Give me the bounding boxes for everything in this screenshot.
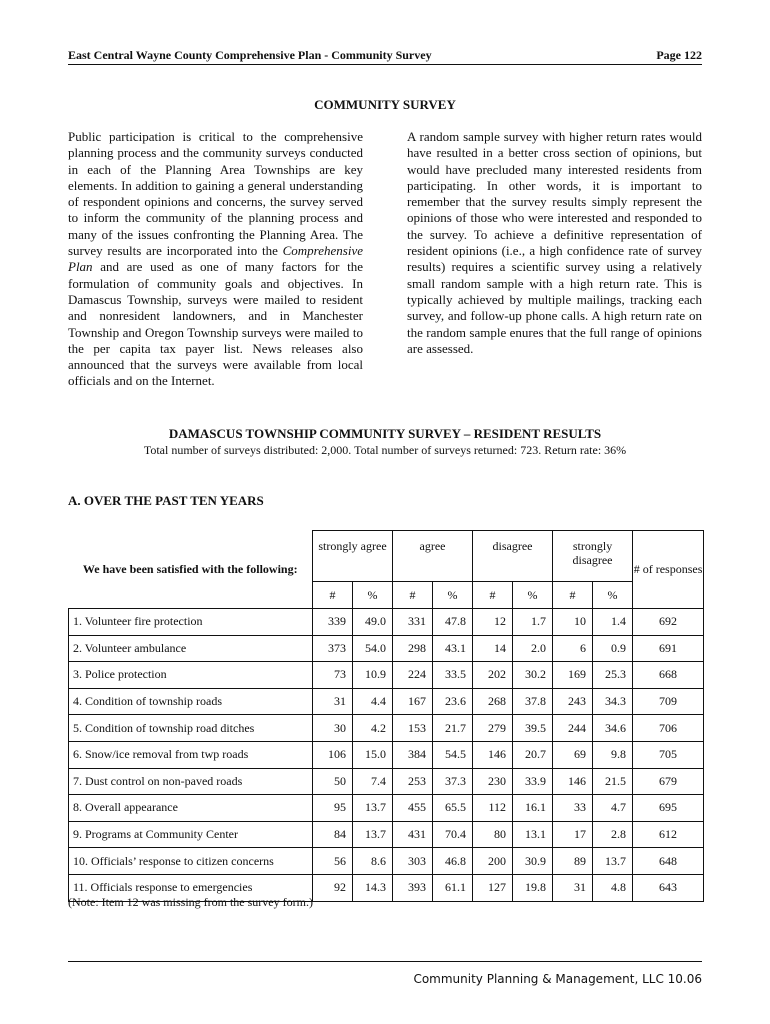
row-item-label: 6. Snow/ice removal from twp roads: [69, 741, 313, 768]
row-count: 455: [393, 795, 433, 822]
row-count: 95: [313, 795, 353, 822]
table-row: [69, 715, 704, 742]
row-count: 230: [473, 768, 513, 795]
row-percent: 23.6: [433, 688, 473, 715]
row-percent: 65.5: [433, 795, 473, 822]
table-row: [69, 609, 704, 636]
row-count: 167: [393, 688, 433, 715]
row-count: 339: [313, 609, 353, 636]
table-row: [69, 768, 704, 795]
row-percent: 21.5: [593, 768, 633, 795]
part-a-title: A. OVER THE PAST TEN YEARS: [68, 493, 264, 508]
survey-results-table: [68, 530, 704, 902]
row-percent: 46.8: [433, 848, 473, 875]
row-count: 200: [473, 848, 513, 875]
row-count: 268: [473, 688, 513, 715]
row-count: 331: [393, 609, 433, 636]
row-count: 243: [553, 688, 593, 715]
responses-header: # of responses: [633, 531, 704, 609]
table-row: [69, 688, 704, 715]
row-count: 12: [473, 609, 513, 636]
table-note: (Note: Item 12 was missing from the survey form.): [68, 895, 313, 909]
row-count: 393: [393, 874, 433, 901]
row-percent: 13.1: [513, 821, 553, 848]
row-percent: 13.7: [353, 821, 393, 848]
row-count: 92: [313, 874, 353, 901]
sub-pct: %: [433, 582, 473, 609]
sub-pct: %: [513, 582, 553, 609]
row-count: 17: [553, 821, 593, 848]
row-count: 33: [553, 795, 593, 822]
row-count: 80: [473, 821, 513, 848]
sub-pct: %: [353, 582, 393, 609]
row-percent: 47.8: [433, 609, 473, 636]
footer-divider: [68, 961, 702, 962]
row-count: 89: [553, 848, 593, 875]
row-item-label: 2. Volunteer ambulance: [69, 635, 313, 662]
group-disagree: disagree: [473, 531, 553, 582]
row-item-label: 10. Officials’ response to citizen concerns: [69, 848, 313, 875]
row-count: 73: [313, 662, 353, 689]
sub-num: #: [473, 582, 513, 609]
row-count: 303: [393, 848, 433, 875]
row-percent: 37.8: [513, 688, 553, 715]
row-count: 298: [393, 635, 433, 662]
row-count: 244: [553, 715, 593, 742]
row-responses: 705: [633, 741, 704, 768]
row-count: 224: [393, 662, 433, 689]
row-item-label: 11. Officials response to emergencies: [69, 874, 313, 901]
row-count: 31: [313, 688, 353, 715]
row-item-label: 9. Programs at Community Center: [69, 821, 313, 848]
row-count: 84: [313, 821, 353, 848]
row-percent: 25.3: [593, 662, 633, 689]
row-count: 50: [313, 768, 353, 795]
group-strongly-disagree: strongly disagree: [553, 531, 633, 582]
row-percent: 49.0: [353, 609, 393, 636]
table-row: [69, 741, 704, 768]
row-responses: 668: [633, 662, 704, 689]
row-count: 56: [313, 848, 353, 875]
row-responses: 692: [633, 609, 704, 636]
table-row: [69, 821, 704, 848]
row-item-label: 3. Police protection: [69, 662, 313, 689]
row-percent: 4.2: [353, 715, 393, 742]
row-responses: 643: [633, 874, 704, 901]
row-percent: 0.9: [593, 635, 633, 662]
row-percent: 13.7: [353, 795, 393, 822]
intro-left-text-2: and are used as one of many factors for the formulation of community goals and objectives. In Damascus Township, surveys were mailed to resident and nonresident landowners, and in Manchester Township and Oregon Township surveys were mailed to the per capita tax payer list. News releases also announced that the surveys were available from local officials and on the Internet.: [68, 259, 363, 389]
section-subtitle: Total number of surveys distributed: 2,000. Total number of surveys returned: 723. Return rate: 36%: [143, 443, 627, 457]
row-percent: 43.1: [433, 635, 473, 662]
table-row: [69, 795, 704, 822]
group-strongly-agree: strongly agree: [313, 531, 393, 582]
row-percent: 33.5: [433, 662, 473, 689]
row-item-label: 1. Volunteer fire protection: [69, 609, 313, 636]
row-count: 153: [393, 715, 433, 742]
row-percent: 4.8: [593, 874, 633, 901]
row-responses: 612: [633, 821, 704, 848]
row-responses: 709: [633, 688, 704, 715]
table-row: [69, 848, 704, 875]
sub-num: #: [553, 582, 593, 609]
row-percent: 54.0: [353, 635, 393, 662]
row-percent: 4.4: [353, 688, 393, 715]
row-count: 112: [473, 795, 513, 822]
group-agree: agree: [393, 531, 473, 582]
row-responses: 706: [633, 715, 704, 742]
table-row: [69, 635, 704, 662]
sub-num: #: [313, 582, 353, 609]
row-percent: 13.7: [593, 848, 633, 875]
intro-left-italic: Comprehensive Plan: [68, 243, 363, 275]
row-percent: 9.8: [593, 741, 633, 768]
page-number: Page 122: [656, 48, 702, 62]
row-percent: 2.8: [593, 821, 633, 848]
table-row: [69, 662, 704, 689]
row-count: 69: [553, 741, 593, 768]
row-count: 10: [553, 609, 593, 636]
row-count: 6: [553, 635, 593, 662]
row-percent: 20.7: [513, 741, 553, 768]
intro-left-paragraph: [68, 129, 363, 390]
row-count: 30: [313, 715, 353, 742]
row-percent: 1.4: [593, 609, 633, 636]
row-percent: 21.7: [433, 715, 473, 742]
row-count: 373: [313, 635, 353, 662]
row-percent: 37.3: [433, 768, 473, 795]
row-percent: 39.5: [513, 715, 553, 742]
row-percent: 16.1: [513, 795, 553, 822]
row-count: 31: [553, 874, 593, 901]
row-count: 384: [393, 741, 433, 768]
row-responses: 648: [633, 848, 704, 875]
row-percent: 54.5: [433, 741, 473, 768]
row-item-label: 7. Dust control on non-paved roads: [69, 768, 313, 795]
row-count: 169: [553, 662, 593, 689]
row-count: 146: [553, 768, 593, 795]
row-percent: 15.0: [353, 741, 393, 768]
row-percent: 30.9: [513, 848, 553, 875]
row-percent: 4.7: [593, 795, 633, 822]
row-count: 106: [313, 741, 353, 768]
row-count: 146: [473, 741, 513, 768]
row-percent: 19.8: [513, 874, 553, 901]
row-percent: 33.9: [513, 768, 553, 795]
row-percent: 34.3: [593, 688, 633, 715]
row-responses: 695: [633, 795, 704, 822]
row-percent: 14.3: [353, 874, 393, 901]
sub-num: #: [393, 582, 433, 609]
row-count: 127: [473, 874, 513, 901]
row-percent: 10.9: [353, 662, 393, 689]
intro-left-text-1: Public participation is critical to the comprehensive planning process and the community surveys conducted in each of the Planning Area Townships are key elements. In addition to gaining a general understanding of respondent opinions and concerns, the survey served to inform the community of the planning process and many of the issues confronting the Planning Area. The survey results are incorporated into the: [68, 129, 363, 259]
row-item-label: 5. Condition of township road ditches: [69, 715, 313, 742]
row-count: 279: [473, 715, 513, 742]
row-percent: 8.6: [353, 848, 393, 875]
row-percent: 61.1: [433, 874, 473, 901]
header-title: East Central Wayne County Comprehensive Plan - Community Survey: [68, 48, 432, 62]
page-footer: Community Planning & Management, LLC 10.06: [413, 972, 702, 986]
row-count: 202: [473, 662, 513, 689]
row-count: 431: [393, 821, 433, 848]
row-percent: 1.7: [513, 609, 553, 636]
intro-right-paragraph: A random sample survey with higher return rates would have resulted in a better cross section of opinions, but would have precluded many interested residents from participating. In other words, it is important to remember that the survey results simply represent the opinions of those who were interested and responded to the survey. To achieve a definitive representation of resident opinions (i.e., a high confidence rate of survey results) requires a scientific survey using a relatively small random sample with a high return rate. This is typically achieved by multiple mailings, tracking each survey, and follow-up phone calls. A high return rate on the random sample enures that the full range of opinions are assessed.: [407, 129, 702, 356]
row-percent: 2.0: [513, 635, 553, 662]
sub-pct: %: [593, 582, 633, 609]
row-item-label: 4. Condition of township roads: [69, 688, 313, 715]
survey-table-body: [69, 609, 704, 902]
row-item-label: 8. Overall appearance: [69, 795, 313, 822]
row-responses: 691: [633, 635, 704, 662]
row-percent: 70.4: [433, 821, 473, 848]
row-percent: 30.2: [513, 662, 553, 689]
row-responses: 679: [633, 768, 704, 795]
page-header: [68, 48, 702, 65]
row-percent: 7.4: [353, 768, 393, 795]
question-header: We have been satisfied with the following:: [69, 531, 313, 609]
section-title: DAMASCUS TOWNSHIP COMMUNITY SURVEY – RESIDENT RESULTS: [168, 426, 602, 441]
row-count: 253: [393, 768, 433, 795]
row-count: 14: [473, 635, 513, 662]
page-title: COMMUNITY SURVEY: [314, 97, 456, 112]
row-percent: 34.6: [593, 715, 633, 742]
